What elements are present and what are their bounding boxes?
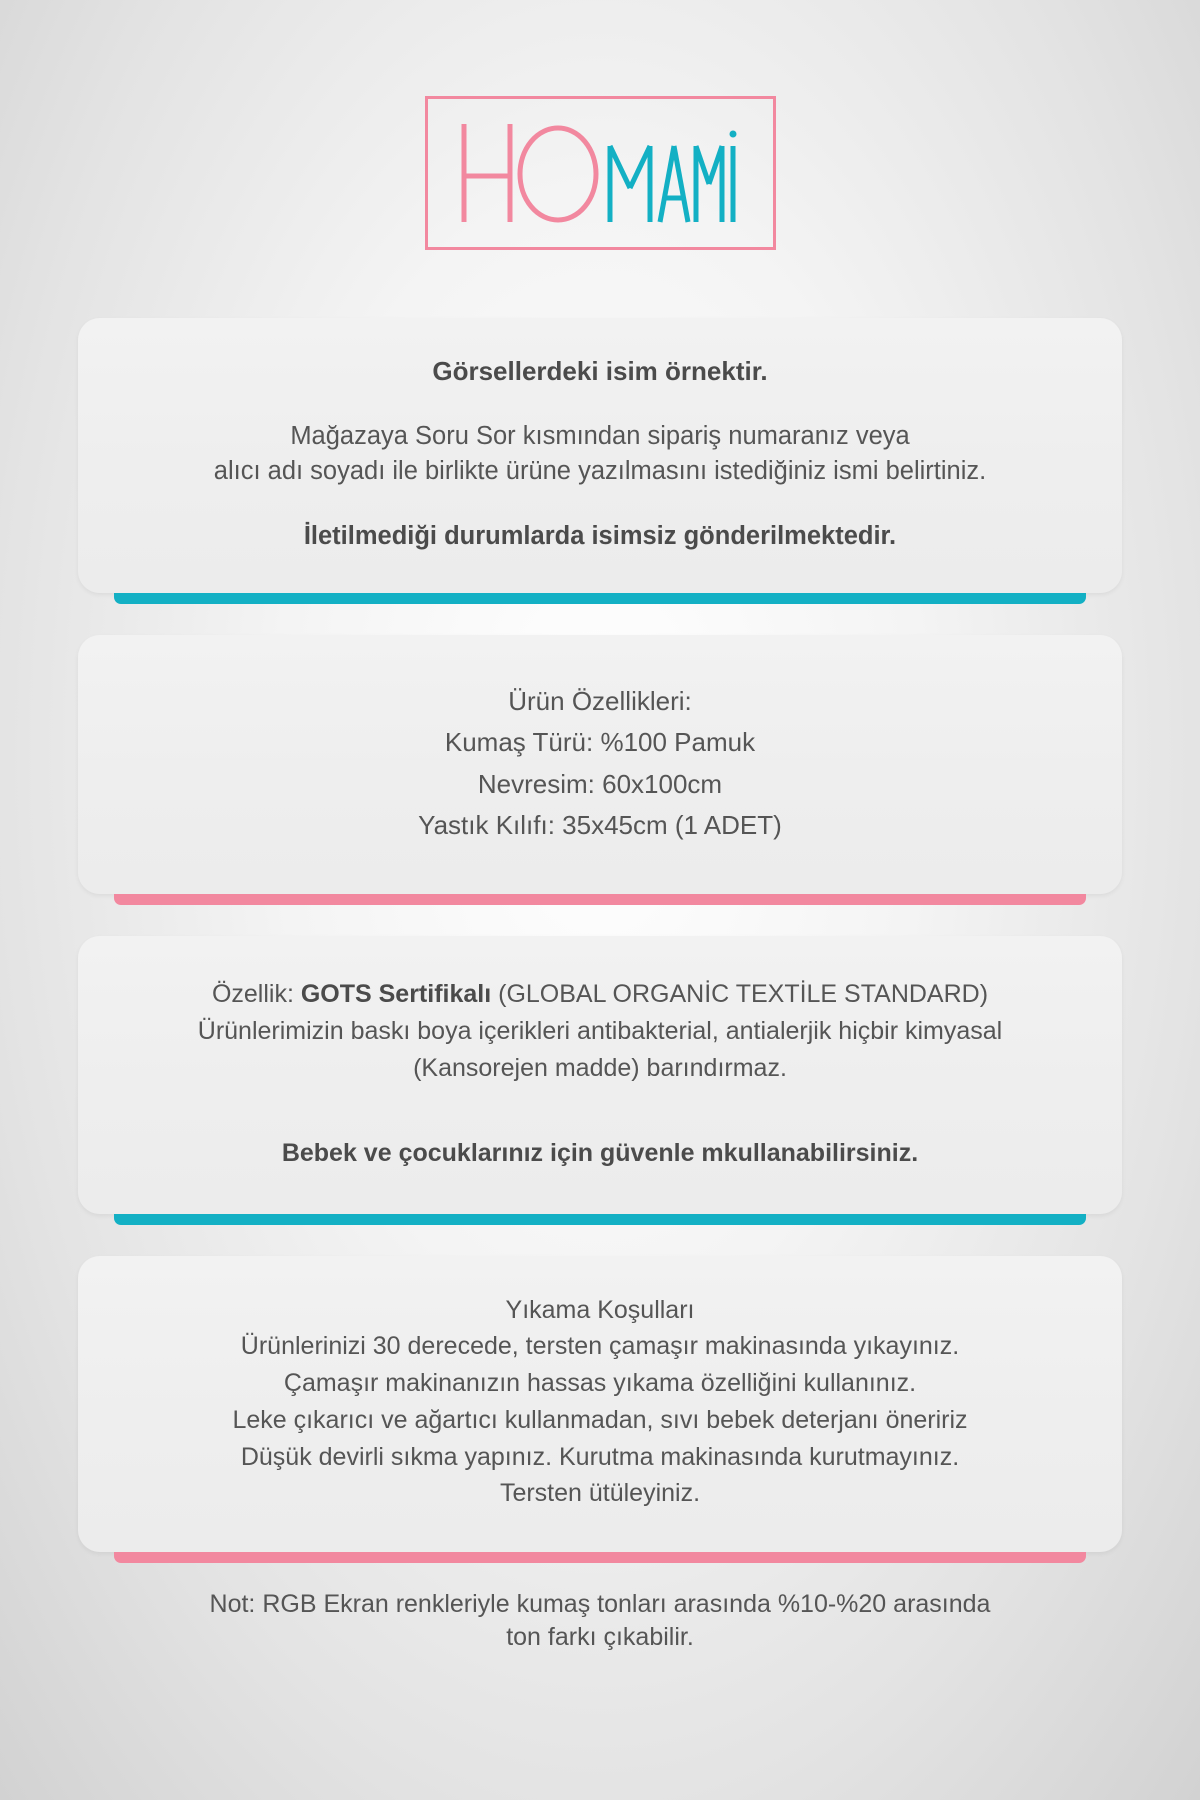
cert-line3: (Kansorejen madde) barındırmaz. — [413, 1053, 787, 1082]
card-certificate — [78, 936, 1122, 1214]
homamia-wordmark-icon — [450, 118, 750, 228]
cert-emphasis: Bebek ve çocuklarınız için güvenle mkullanabilirsiniz. — [281, 1138, 919, 1167]
specs-pillowcase: Yastık Kılıfı: 35x45cm (1 ADET) — [418, 809, 782, 840]
cert-strong: GOTS Sertifikalı — [300, 979, 492, 1008]
name-note-emphasis: İletilmediği durumlarda isimsiz gönderilmektedir. — [303, 521, 897, 550]
card-accent-bar — [114, 593, 1086, 604]
specs-heading: Ürün Özellikleri: — [508, 686, 692, 717]
wash-line2: Çamaşır makinanızın hassas yıkama özelliğini kullanınız. — [283, 1369, 917, 1398]
specs-duvet: Nevresim: 60x100cm — [477, 768, 723, 799]
wash-line1: Ürünlerinizi 30 derecede, tersten çamaşır makinasında yıkayınız. — [240, 1332, 960, 1361]
card-name-note — [78, 318, 1122, 593]
wash-line5: Tersten ütüleyiniz. — [499, 1479, 701, 1508]
name-note-line1: Mağazaya Soru Sor kısmından sipariş numaranız veya — [290, 422, 910, 451]
wash-line4: Düşük devirli sıkma yapınız. Kurutma makinasında kurutmayınız. — [240, 1442, 960, 1471]
cert-prefix: Özellik: — [211, 979, 301, 1008]
color-note-line1: Not: RGB Ekran renkleriyle kumaş tonları arasında %10-%20 arasında — [209, 1590, 991, 1619]
cert-line2: Ürünlerimizin baskı boya içerikleri antibakterial, antialerjik hiçbir kimyasal — [197, 1016, 1003, 1045]
specs-fabric: Kumaş Türü: %100 Pamuk — [444, 727, 756, 758]
card-accent-bar — [114, 894, 1086, 905]
card-accent-bar — [114, 1214, 1086, 1225]
brand-logo — [78, 0, 1122, 250]
color-note — [78, 1588, 1122, 1655]
wash-heading: Yıkama Koşulları — [505, 1295, 695, 1324]
name-note-title: Görsellerdeki isim örnektir. — [432, 356, 768, 386]
card-accent-bar — [114, 1552, 1086, 1563]
color-note-line2: ton farkı çıkabilir. — [506, 1623, 694, 1652]
wash-line3: Leke çıkarıcı ve ağartıcı kullanmadan, sıvı bebek deterjanı öneririz — [232, 1405, 968, 1434]
cert-line1 — [126, 976, 1074, 1013]
logo-frame — [425, 96, 776, 250]
name-note-line2: alıcı adı soyadı ile birlikte ürüne yazılmasını istediğiniz ismi belirtiniz. — [213, 457, 987, 486]
card-washing-instructions — [78, 1256, 1122, 1553]
card-product-specs — [78, 635, 1122, 893]
cert-suffix: (GLOBAL ORGANİC TEXTİLE STANDARD) — [491, 979, 989, 1008]
